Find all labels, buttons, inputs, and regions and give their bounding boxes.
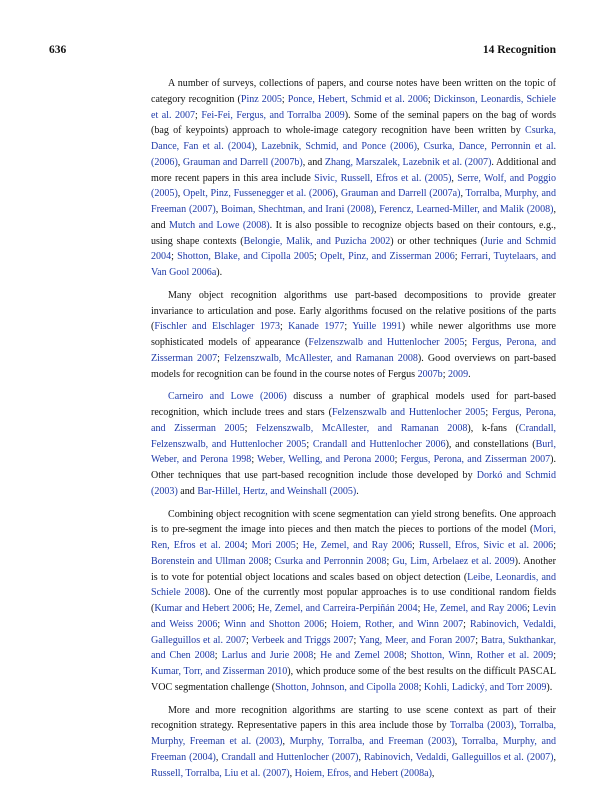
citation-link[interactable]: Ferrari, Tuytelaars, and Van Gool 2006a [151,251,556,278]
citation-link[interactable]: Bar-Hillel, Hertz, and Weinshall (2005) [197,485,357,497]
citation-link[interactable]: Dorkó and Schmid (2003) [151,470,556,497]
text-run: ). Some of the seminal papers on the bag of words (bag of keypoints) approach to whole-image category recognition have been written by [151,109,556,137]
citation-link[interactable]: Felzenszwalb, McAllester, and Ramanan 2008 [224,352,418,364]
citation-link[interactable]: Russell, Torralba, Liu et al. (2007) [151,767,290,779]
text-run: ), k-fans ( [467,422,519,434]
citation-link[interactable]: Gu, Lim, Arbelaez et al. 2009 [392,555,515,567]
text-run: Many object recognition algorithms use part-based decompositions to provide greater invariance to articulation and pose. Early algorithms focused on the relative positions of the parts ( [151,289,556,333]
citation-link[interactable]: He, Zemel, and Ray 2006 [302,540,413,551]
text-run: . Additional and more recent papers in this area include [151,156,556,184]
text-run: and [177,485,198,497]
text-run: ), and constellations ( [445,438,536,450]
citation-link[interactable]: Crandall, Felzenszwalb, and Huttenlocher 2005 [151,422,556,450]
citation-link[interactable]: Opelt, Pinz, Fussenegger et al. (2006) [183,188,336,200]
paragraph-graphical-models [151,389,556,499]
text-run: ; [217,618,225,630]
text-run: ; [217,352,225,364]
text-run: , [431,767,435,779]
citation-link[interactable]: Lazebnik, Schmid, and Ponce (2006) [261,141,417,152]
text-run: ; [306,438,313,450]
text-run: . It is also possible to recognize objects based on their contours, e.g., using shape contexts ( [151,219,556,247]
citation-link[interactable]: Torralba, Murphy, and Freeman (2007) [151,188,556,215]
text-run: ; [314,251,321,263]
citation-link[interactable]: Leibe, Leonardis, and Schiele 2008 [151,571,556,599]
text-run: ; [463,618,471,630]
text-run: , [282,736,290,747]
text-run: ; [324,618,332,630]
text-run: ). One of the currently most popular approaches is to use conditional random fields ( [151,587,556,614]
citation-link[interactable]: Boiman, Shechtman, and Irani (2008) [221,204,374,215]
text-run: ; [214,650,222,662]
citation-link[interactable]: Ferencz, Learned-Miller, and Malik (2008) [379,204,554,215]
text-run: , [177,156,183,168]
citation-link[interactable]: Kumar and Hebert 2006 [154,603,253,614]
text-run: , [215,204,222,215]
text-run: , [373,204,380,215]
text-run: ; [553,540,556,551]
citation-link[interactable]: Levin and Weiss 2006 [151,603,557,630]
text-run: ; [427,93,434,105]
citation-link[interactable]: Yang, Meer, and Foran 2007 [358,634,476,646]
text-run: ; [464,337,472,348]
text-run: , and [302,156,325,168]
text-run: ). [546,681,553,693]
text-run: . [468,368,471,380]
citation-link[interactable]: Shotton, Winn, Rother et al. 2009 [410,650,554,662]
citation-link[interactable]: He and Zemel 2008 [320,650,405,662]
citation-link[interactable]: Crandall and Huttenlocher (2007) [221,751,359,763]
text-run: ; [313,650,321,662]
citation-link[interactable]: Mutch and Lowe (2008) [168,219,270,231]
citation-link[interactable]: Csurka, Dance, Fan et al. (2004) [151,125,556,152]
text-run: , [451,172,458,184]
text-run: ; [195,109,202,121]
citation-link[interactable]: Mori, Ren, Efros et al. 2004 [151,524,556,551]
paragraph-surveys [151,76,556,281]
paragraph-part-based [151,288,556,383]
citation-link[interactable]: Csurka, Dance, Perronnin et al. (2006) [151,141,556,168]
citation-link[interactable]: He, Zemel, and Carreira-Perpiñán 2004 [257,603,418,614]
citation-link[interactable]: Jurie and Schmid 2004 [151,235,556,263]
citation-link[interactable]: 2007b [417,368,443,380]
text-run: ; [353,634,359,646]
citation-link[interactable]: Burl, Weber, and Perona 1998 [151,438,556,466]
chapter-title: 14 Recognition [482,44,556,56]
paragraph-scene-context [151,703,556,782]
text-run: , [553,751,557,763]
text-run: ). [216,267,223,278]
citation-link[interactable]: Carneiro and Lowe (2006) [168,391,287,403]
citation-link[interactable]: Opelt, Pinz, and Zisserman 2006 [320,251,455,263]
citation-link[interactable]: Yuille 1991 [352,321,402,333]
text-run: ; [295,540,303,551]
text-run: ; [442,368,448,380]
text-run: , [513,720,520,732]
citation-link[interactable]: Grauman and Darrell (2007a) [340,188,461,200]
page-number: 636 [49,44,67,56]
citation-link[interactable]: Rabinovich, Vedaldi, Galleguillos et al. (2007) [364,751,554,763]
citation-link[interactable]: Fergus, Perona, and Zisserman 2007 [151,337,557,364]
citation-link[interactable]: Shotton, Blake, and Cipolla 2005 [177,251,315,263]
citation-link[interactable]: Fei-Fei, Fergus, and Torralba 2009 [201,109,345,121]
text-run: ). Other techniques that use part-based recognition include those developed by [151,454,557,481]
text-run: ; [244,540,252,551]
citation-link[interactable]: Mori 2005 [251,540,296,551]
citation-link[interactable]: Hoiem, Efros, and Hebert (2008a) [294,767,432,779]
citation-link[interactable]: Verbeek and Triggs 2007 [251,634,354,646]
text-run: ; [252,603,258,614]
text-run: ; [171,251,178,263]
text-run: ). Good overviews on part-based models for recognition can be found in the course notes of Fergus [151,352,556,380]
text-run: ; [281,93,288,105]
text-run: A number of surveys, collections of papers, and course notes have been written on the topic of category recognition ( [151,78,556,105]
text-run: ; [279,321,289,333]
text-run: ; [268,555,275,567]
text-run: , and [151,204,556,231]
text-run: , [254,141,262,152]
citation-link[interactable]: Belongie, Malik, and Puzicha 2002 [243,235,391,247]
citation-link[interactable]: Serre, Wolf, and Poggio (2005) [151,172,556,200]
text-run: ; [251,454,258,466]
text-run: , [358,751,364,763]
text-run: ; [386,555,393,567]
citation-link[interactable]: Rabinovich, Vedaldi, Galleguillos et al. 2007 [151,618,556,646]
text-run: . [356,485,359,497]
text-run: discuss a number of graphical models used for part-based recognition, which include trees and stars ( [151,391,556,418]
citation-link[interactable]: Fergus, Perona, and Zisserman 2007 [400,454,551,466]
citation-link[interactable]: Fergus, Perona, and Zisserman 2005 [151,407,556,434]
text-run: ; [417,603,424,614]
citation-link[interactable]: Torralba (2003) [449,720,514,732]
body-text [151,76,556,788]
text-run: ; [412,540,419,551]
citation-link[interactable]: Pinz 2005 [240,93,282,105]
text-run: , [335,188,341,200]
citation-link[interactable]: Crandall and Huttenlocher 2006 [312,438,446,450]
citation-link[interactable]: Sivic, Russell, Efros et al. (2005) [314,172,452,184]
citation-link[interactable]: Borenstein and Ullman 2008 [151,555,269,567]
text-run: ; [404,650,411,662]
citation-link[interactable]: Fischler and Elschlager 1973 [154,321,280,333]
citation-link[interactable]: Larlus and Jurie 2008 [221,650,314,662]
citation-link[interactable]: Weber, Welling, and Perona 2000 [257,454,395,466]
citation-link[interactable]: Kanade 1977 [288,321,345,333]
text-run: ) while newer algorithms use more sophisticated models of appearance ( [151,321,556,348]
citation-link[interactable]: Kohli, Ladický, and Torr 2009 [423,681,547,693]
text-run: ; [344,321,353,333]
text-run: , [416,141,424,152]
text-run: , [177,188,183,200]
text-run: Combining object recognition with scene segmentation can yield strong benefits. One approach is to pre-segment the image into pieces and then match the pieces to portions of the model ( [151,508,556,536]
citation-link[interactable]: Winn and Shotton 2006 [224,618,325,630]
citation-link[interactable]: Grauman and Darrell (2007b) [182,156,303,168]
citation-link[interactable]: Ponce, Hebert, Schmid et al. 2006 [287,93,428,105]
text-run: ; [475,634,481,646]
text-run: , [289,767,295,779]
citation-link[interactable]: Felzenszwalb, McAllester, and Ramanan 2008 [256,422,468,434]
text-run: ; [244,422,257,434]
citation-link[interactable]: Felzenszwalb and Huttenlocher 2005 [331,407,486,418]
text-run: ), which produce some of the best results on the difficult PASCAL VOC segmentation challenge ( [151,666,556,693]
citation-link[interactable]: He, Zemel, and Ray 2006 [423,603,528,614]
citation-link[interactable]: Shotton, Johnson, and Cipolla 2008 [275,681,419,693]
text-run: , [460,188,466,200]
paragraph-segmentation [151,507,556,696]
text-run: ) or other techniques ( [390,235,484,247]
citation-link[interactable]: Batra, Sukthankar, and Chen 2008 [151,634,556,662]
text-run: ; [394,454,401,466]
text-run: ; [527,603,533,614]
citation-link[interactable]: 2009 [448,368,469,380]
citation-link[interactable]: Felzenszwalb and Huttenlocher 2005 [308,337,465,348]
text-run: , [215,751,222,763]
citation-link[interactable]: Torralba, Murphy, and Freeman (2004) [151,736,557,763]
citation-link[interactable]: Murphy, Torralba, and Freeman (2003) [289,736,455,747]
text-run: , [454,736,462,747]
text-run: ; [246,634,252,646]
text-run: ; [454,251,461,263]
text-run: ; [485,407,493,418]
text-run: ; [553,650,556,662]
citation-link[interactable]: Torralba, Murphy, Freeman et al. (2003) [151,720,557,747]
citation-link[interactable]: Russell, Efros, Sivic et al. 2006 [418,540,554,551]
text-run: ). Another is to vote for potential object locations and scales based on object detection ( [151,555,556,583]
citation-link[interactable]: Zhang, Marszalek, Lazebnik et al. (2007) [324,156,492,168]
text-run: More and more recognition algorithms are starting to use scene context as part of their recognition strategy. Representative papers in this area include those by [151,704,556,732]
citation-link[interactable]: Kumar, Torr, and Zisserman 2010 [151,666,288,677]
citation-link[interactable]: Dickinson, Leonardis, Schiele et al. 2007 [151,93,557,121]
text-run: ; [418,681,424,693]
citation-link[interactable]: Csurka and Perronnin 2008 [274,555,387,567]
citation-link[interactable]: Hoiem, Rother, and Winn 2007 [331,618,464,630]
